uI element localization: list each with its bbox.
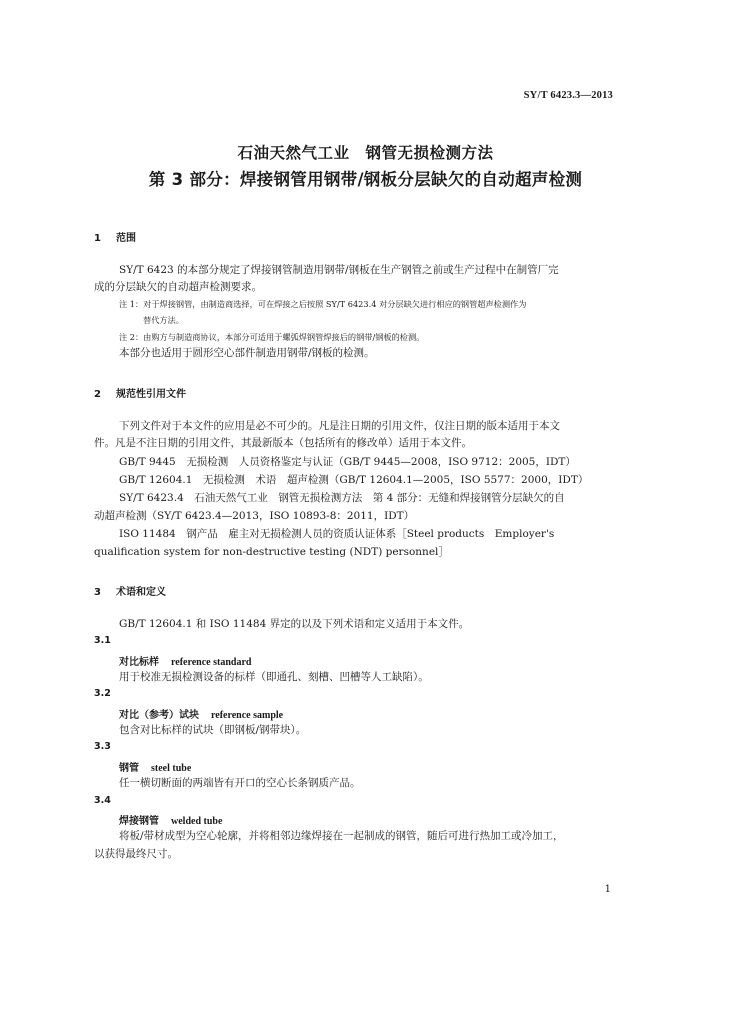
standard-code: SY/T 6423.3—2013 [523, 90, 613, 101]
note-1: 注 1：对于焊接钢管，由制造商选择，可在焊接之后按照 SY/T 6423.4 对分层缺欠进行相应的钢管超声检测作为 [119, 299, 527, 309]
term-heading [119, 653, 251, 668]
section-title: 范围 [116, 233, 136, 244]
paragraph-line: 成的分层缺欠的自动超声检测要求。 [94, 281, 262, 293]
term-heading [119, 812, 222, 827]
paragraph-line: 下列文件对于本文件的应用是必不可少的。凡是注日期的引用文件，仅注日期的版本适用于本文 [119, 420, 560, 432]
term-zh: 钢管 [119, 763, 139, 774]
term-number: 3.2 [94, 688, 111, 699]
section-2-heading [94, 385, 186, 400]
document-title-line2: 第 3 部分：焊接钢管用钢带/钢板分层缺欠的自动超声检测 [148, 170, 583, 189]
term-en: steel tube [151, 763, 192, 774]
paragraph-line: 本部分也适用于圆形空心部件制造用钢带/钢板的检测。 [119, 347, 375, 359]
section-3-heading [94, 583, 166, 598]
section-number: 1 [94, 233, 101, 244]
term-heading [119, 759, 191, 774]
section-1-heading [94, 229, 136, 244]
term-definition: 用于校准无损检测设备的标样（即通孔、刻槽、凹槽等人工缺陷）。 [119, 671, 429, 683]
note-2: 注 2：由购方与制造商协议，本部分可适用于螺弧焊钢管焊接后的钢带/钢板的检测。 [119, 332, 425, 342]
term-heading [119, 706, 283, 721]
page-number: 1 [604, 884, 611, 895]
paragraph-line: SY/T 6423 的本部分规定了焊接钢管制造用钢带/钢板在生产钢管之前或生产过程中在制管厂完 [119, 264, 559, 276]
reference-item: ISO 11484 钢产品 雇主对无损检测人员的资质认证体系［Steel products Employer's [119, 528, 555, 540]
reference-item-continued: 动超声检测（SY/T 6423.4—2013，ISO 10893-8：2011，IDT） [94, 510, 415, 522]
note-1-continued: 替代方法。 [143, 315, 184, 325]
paragraph-line: 件。凡是不注日期的引用文件，其最新版本（包括所有的修改单）适用于本文件。 [94, 437, 472, 449]
term-definition: 任一横切断面的两端皆有开口的空心长条钢质产品。 [119, 777, 361, 789]
term-en: reference standard [171, 657, 252, 668]
paragraph-line: GB/T 12604.1 和 ISO 11484 界定的以及下列术语和定义适用于本文件。 [119, 618, 470, 630]
reference-item: GB/T 12604.1 无损检测 术语 超声检测（GB/T 12604.1—2005，ISO 5577：2000，IDT） [119, 474, 589, 486]
document-title-line1: 石油天然气工业 钢管无损检测方法 [237, 144, 494, 162]
reference-item: SY/T 6423.4 石油天然气工业 钢管无损检测方法 第 4 部分：无缝和焊接钢管分层缺欠的自 [119, 492, 565, 504]
reference-item: GB/T 9445 无损检测 人员资格鉴定与认证（GB/T 9445—2008，ISO 9712：2005，IDT） [119, 456, 576, 468]
section-title: 规范性引用文件 [116, 389, 186, 400]
section-title: 术语和定义 [116, 587, 166, 598]
term-definition-continued: 以获得最终尺寸。 [94, 848, 178, 860]
term-zh: 焊接钢管 [119, 816, 159, 827]
term-en: welded tube [171, 816, 223, 827]
term-zh: 对比标样 [119, 657, 159, 668]
reference-item-continued: qualification system for non-destructive testing (NDT) personnel］ [94, 546, 449, 558]
term-number: 3.3 [94, 741, 111, 752]
term-en: reference sample [211, 710, 284, 721]
term-zh: 对比（参考）试块 [119, 710, 199, 721]
term-number: 3.4 [94, 795, 111, 806]
section-number: 2 [94, 389, 101, 400]
term-number: 3.1 [94, 635, 111, 646]
section-number: 3 [94, 587, 101, 598]
term-definition: 包含对比标样的试块（即钢板/钢带块）。 [119, 724, 307, 736]
term-definition: 将板/带材成型为空心轮廓，并将相邻边缘焊接在一起制成的钢管，随后可进行热加工或冷加工， [119, 830, 564, 842]
